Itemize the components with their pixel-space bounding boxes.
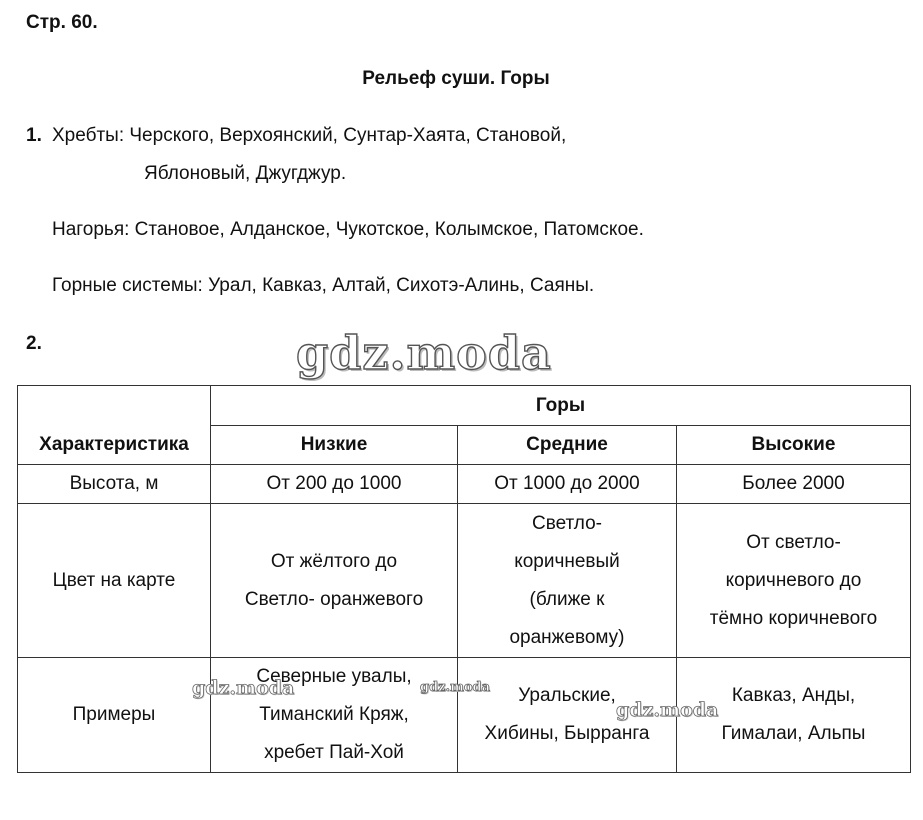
watermark-tiny: gdz.moda [420, 680, 491, 695]
mountains-table [17, 385, 911, 773]
page-number: Стр. 60. [26, 12, 98, 33]
cell-line: Тиманский Кряж, [259, 704, 409, 725]
watermark-main: gdz.moda [296, 326, 552, 380]
header-mid [458, 426, 677, 465]
cell-low [211, 658, 458, 773]
cell-low [211, 465, 458, 504]
row-label-text: Высота, м [69, 473, 159, 494]
table-row [18, 658, 911, 773]
watermark-small: gdz.moda [616, 699, 719, 721]
cell-line: От светло- [746, 531, 841, 553]
row-label-text: Цвет на карте [52, 569, 176, 591]
header-mountains-label: Горы [535, 394, 586, 416]
cell-low [211, 504, 458, 658]
header-low-label: Низкие [300, 434, 368, 455]
highlands-line: Нагорья: Становое, Алданское, Чукотское, Колымское, Патомское. [52, 219, 644, 240]
cell-mid [458, 465, 677, 504]
task2-number: 2. [26, 333, 42, 354]
task1-number: 1. [26, 125, 42, 146]
cell-line: Кавказ, Анды, [731, 685, 856, 706]
row-label [18, 658, 211, 773]
cell-mid [458, 504, 677, 658]
header-mountains [211, 386, 911, 426]
watermark-small: gdz.moda [192, 677, 295, 699]
cell-line: Уральские, [518, 685, 616, 706]
row-label [18, 465, 211, 504]
table-row [18, 504, 911, 658]
row-label [18, 504, 211, 658]
cell-line: Хибины, Бырранга [484, 723, 650, 744]
cell-high [677, 504, 911, 658]
header-characteristic [18, 386, 211, 465]
mountain-systems-line: Горные системы: Урал, Кавказ, Алтай, Сихотэ-Алинь, Саяны. [52, 275, 595, 296]
cell-line: тёмно коричневого [709, 607, 878, 629]
cell-line: (ближе к [529, 588, 605, 610]
cell-line: Светло- [531, 512, 603, 534]
cell-line: От жёлтого до [270, 550, 398, 572]
cell-line: коричневый [514, 550, 620, 572]
row-label-text: Примеры [72, 704, 156, 725]
header-low [211, 426, 458, 465]
cell-line: оранжевому) [509, 626, 625, 648]
cell-line: Гималаи, Альпы [721, 723, 866, 744]
cell-line: коричневого до [725, 569, 862, 591]
header-mid-label: Средние [526, 434, 608, 455]
cell-line: хребет Пай-Хой [264, 742, 404, 763]
header-high-label: Высокие [751, 434, 836, 455]
cell-line: Северные увалы, [256, 666, 412, 687]
cell-line: От 200 до 1000 [266, 473, 402, 494]
cell-line: Более 2000 [742, 473, 845, 494]
header-high [677, 426, 911, 465]
cell-high [677, 465, 911, 504]
table-row [18, 465, 911, 504]
header-characteristic-label: Характеристика [39, 434, 189, 455]
cell-line: От 1000 до 2000 [494, 473, 640, 494]
page-title: Рельеф суши. Горы [362, 68, 550, 89]
cell-line: Светло- оранжевого [244, 588, 424, 610]
ridges-line-2: Яблоновый, Джугджур. [144, 163, 347, 184]
ridges-line-1: Хребты: Черского, Верхоянский, Сунтар-Хаята, Становой, [52, 125, 567, 146]
